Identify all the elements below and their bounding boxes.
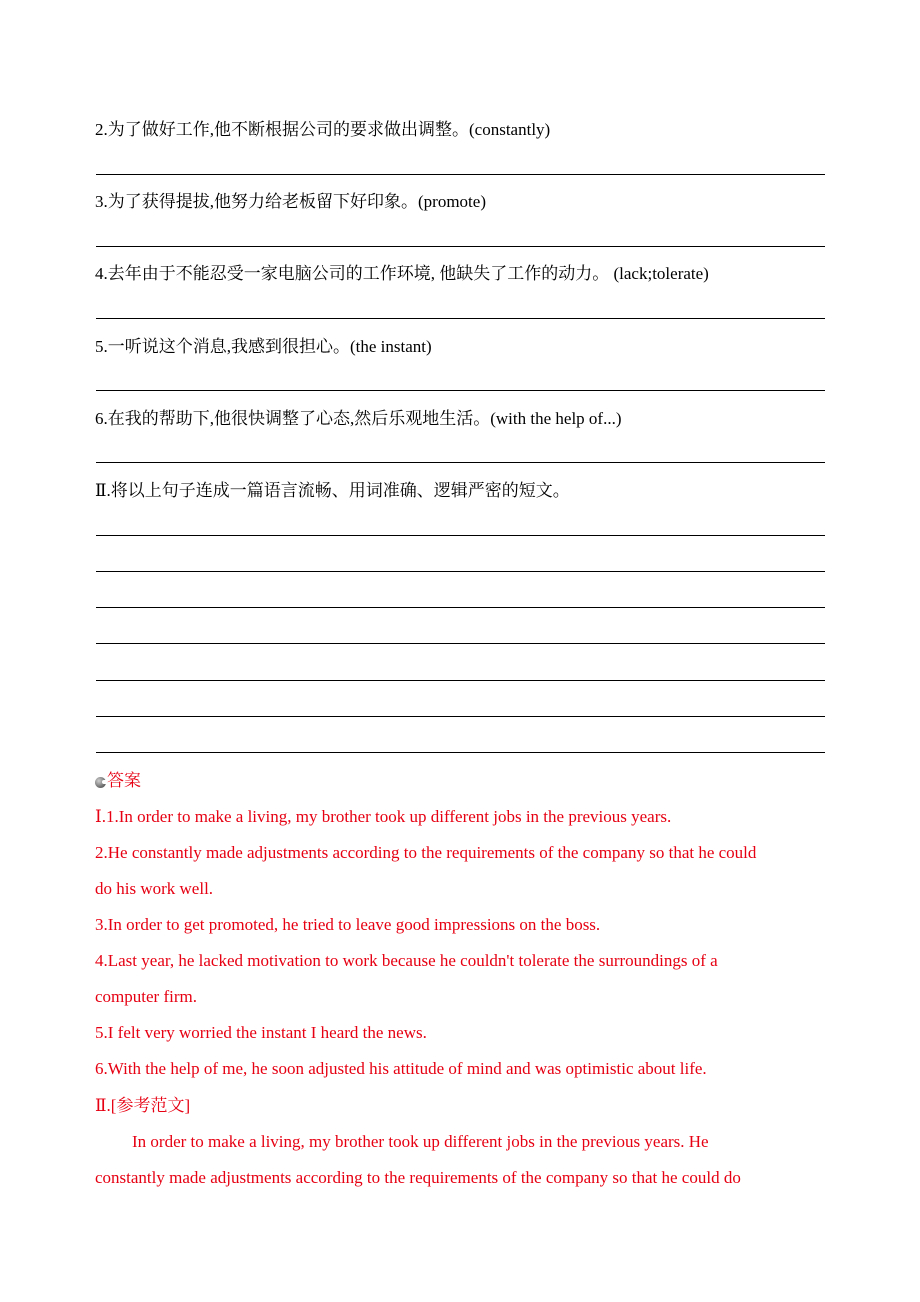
answer-line-6 bbox=[96, 462, 825, 463]
question-4: 4.去年由于不能忍受一家电脑公司的工作环境, 他缺失了工作的动力。 (lack;tolerate) bbox=[95, 264, 709, 283]
question-2: 2.为了做好工作,他不断根据公司的要求做出调整。(constantly) bbox=[95, 120, 551, 139]
answer-header bbox=[95, 770, 141, 792]
answer-line: do his work well. bbox=[95, 879, 214, 898]
answer-line: 6.With the help of me, he soon adjusted his attitude of mind and was optimistic about life. bbox=[95, 1059, 707, 1078]
answer-line-3 bbox=[96, 246, 825, 247]
answer-line-2 bbox=[96, 174, 825, 175]
answer-line-5 bbox=[96, 390, 825, 391]
answer-line: computer firm. bbox=[95, 987, 197, 1006]
essay-line-7 bbox=[96, 752, 825, 753]
sample-essay-header: Ⅱ.[参考范文] bbox=[95, 1096, 191, 1115]
question-5: 5.一听说这个消息,我感到很担心。(the instant) bbox=[95, 337, 432, 356]
answer-header-label: 答案 bbox=[107, 771, 141, 790]
sample-essay-line: constantly made adjustments according to the requirements of the company so that he could do bbox=[95, 1168, 741, 1187]
answer-bullet-icon bbox=[95, 777, 106, 788]
sample-essay-line: In order to make a living, my brother took up different jobs in the previous years. He bbox=[132, 1132, 709, 1151]
essay-line-3 bbox=[96, 607, 825, 608]
answer-line: 5.I felt very worried the instant I heard the news. bbox=[95, 1023, 427, 1042]
answer-line: 3.In order to get promoted, he tried to leave good impressions on the boss. bbox=[95, 915, 601, 934]
answer-line-4 bbox=[96, 318, 825, 319]
answer-line: Ⅰ.1.In order to make a living, my brother took up different jobs in the previous years. bbox=[95, 807, 672, 826]
essay-line-1 bbox=[96, 535, 825, 536]
essay-line-5 bbox=[96, 680, 825, 681]
essay-line-6 bbox=[96, 716, 825, 717]
answer-line: 2.He constantly made adjustments according to the requirements of the company so that he could bbox=[95, 843, 757, 862]
essay-line-2 bbox=[96, 571, 825, 572]
question-3: 3.为了获得提拔,他努力给老板留下好印象。(promote) bbox=[95, 192, 486, 211]
question-6: 6.在我的帮助下,他很快调整了心态,然后乐观地生活。(with the help of...) bbox=[95, 409, 622, 428]
section-2-instruction: Ⅱ.将以上句子连成一篇语言流畅、用词准确、逻辑严密的短文。 bbox=[95, 481, 570, 500]
answer-line: 4.Last year, he lacked motivation to work because he couldn't tolerate the surroundings of a bbox=[95, 951, 718, 970]
essay-line-4 bbox=[96, 643, 825, 644]
